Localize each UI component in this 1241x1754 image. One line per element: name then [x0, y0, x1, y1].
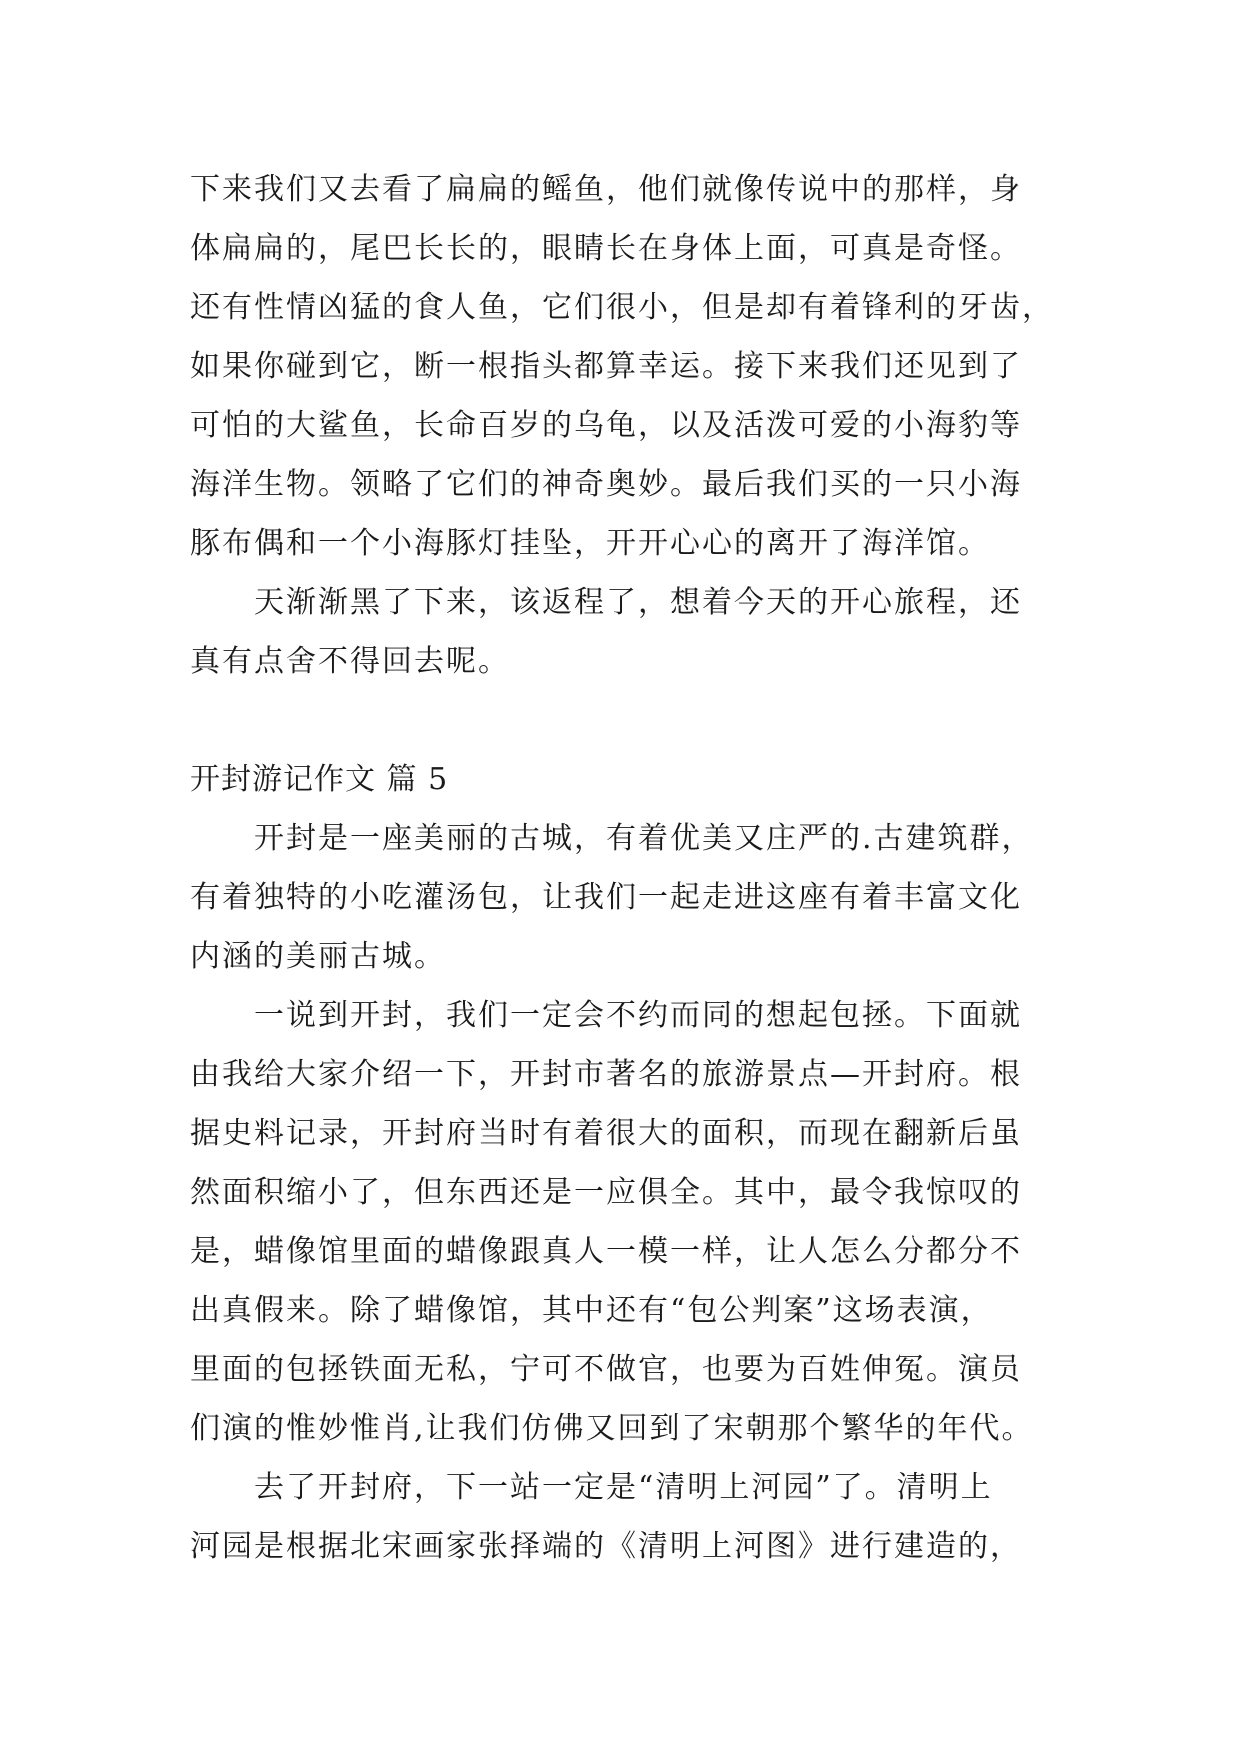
document-body	[190, 160, 1070, 1576]
text-line: 内涵的美丽古城。	[190, 939, 446, 974]
text-line: 开封是一座美丽的古城，有着优美又庄严的.古建筑群，	[254, 821, 1034, 856]
text-line: 去了开封府，下一站一定是“清明上河园”了。清明上	[254, 1470, 993, 1505]
text-line: 有着独特的小吃灌汤包，让我们一起走进这座有着丰富文化	[190, 880, 1022, 915]
paragraph-kaifeng-fu	[190, 986, 1070, 1458]
paragraph-aquarium	[190, 160, 1070, 573]
text-line: 体扁扁的，尾巴长长的，眼睛长在身体上面，可真是奇怪。	[190, 231, 1022, 266]
text-line: 据史料记录，开封府当时有着很大的面积，而现在翻新后虽	[190, 1116, 1022, 1151]
paragraph-return	[190, 573, 1070, 691]
text-line: 里面的包拯铁面无私，宁可不做官，也要为百姓伸冤。演员	[190, 1352, 1022, 1387]
text-line: 豚布偶和一个小海豚灯挂坠，开开心心的离开了海洋馆。	[190, 526, 990, 561]
text-line: 出真假来。除了蜡像馆，其中还有“包公判案”这场表演，	[190, 1293, 993, 1328]
section-gap	[190, 691, 1070, 750]
text-line: 天渐渐黑了下来，该返程了，想着今天的开心旅程，还	[254, 585, 1022, 620]
text-line: 一说到开封，我们一定会不约而同的想起包拯。下面就	[254, 998, 1022, 1033]
text-line: 是，蜡像馆里面的蜡像跟真人一模一样，让人怎么分都分不	[190, 1234, 1022, 1269]
text-line: 然面积缩小了，但东西还是一应俱全。其中，最令我惊叹的	[190, 1175, 1022, 1210]
section-heading: 开封游记作文 篇 5	[190, 762, 449, 797]
text-line: 们演的惟妙惟肖,让我们仿佛又回到了宋朝那个繁华的年代。	[190, 1411, 1034, 1446]
text-line: 海洋生物。领略了它们的神奇奥妙。最后我们买的一只小海	[190, 467, 1022, 502]
text-line: 下来我们又去看了扁扁的鳐鱼，他们就像传说中的那样，身	[190, 172, 1022, 207]
paragraph-qingming-park	[190, 1458, 1070, 1576]
text-line: 河园是根据北宋画家张择端的《清明上河图》进行建造的，	[190, 1529, 1022, 1564]
text-line: 可怕的大鲨鱼，长命百岁的乌龟，以及活泼可爱的小海豹等	[190, 408, 1022, 443]
text-line: 由我给大家介绍一下，开封市著名的旅游景点—开封府。根	[190, 1057, 1022, 1092]
text-line: 真有点舍不得回去呢。	[190, 644, 510, 679]
text-line: 还有性情凶猛的食人鱼，它们很小，但是却有着锋利的牙齿，	[190, 290, 1054, 325]
text-line: 如果你碰到它，断一根指头都算幸运。接下来我们还见到了	[190, 349, 1022, 384]
paragraph-intro	[190, 809, 1070, 986]
